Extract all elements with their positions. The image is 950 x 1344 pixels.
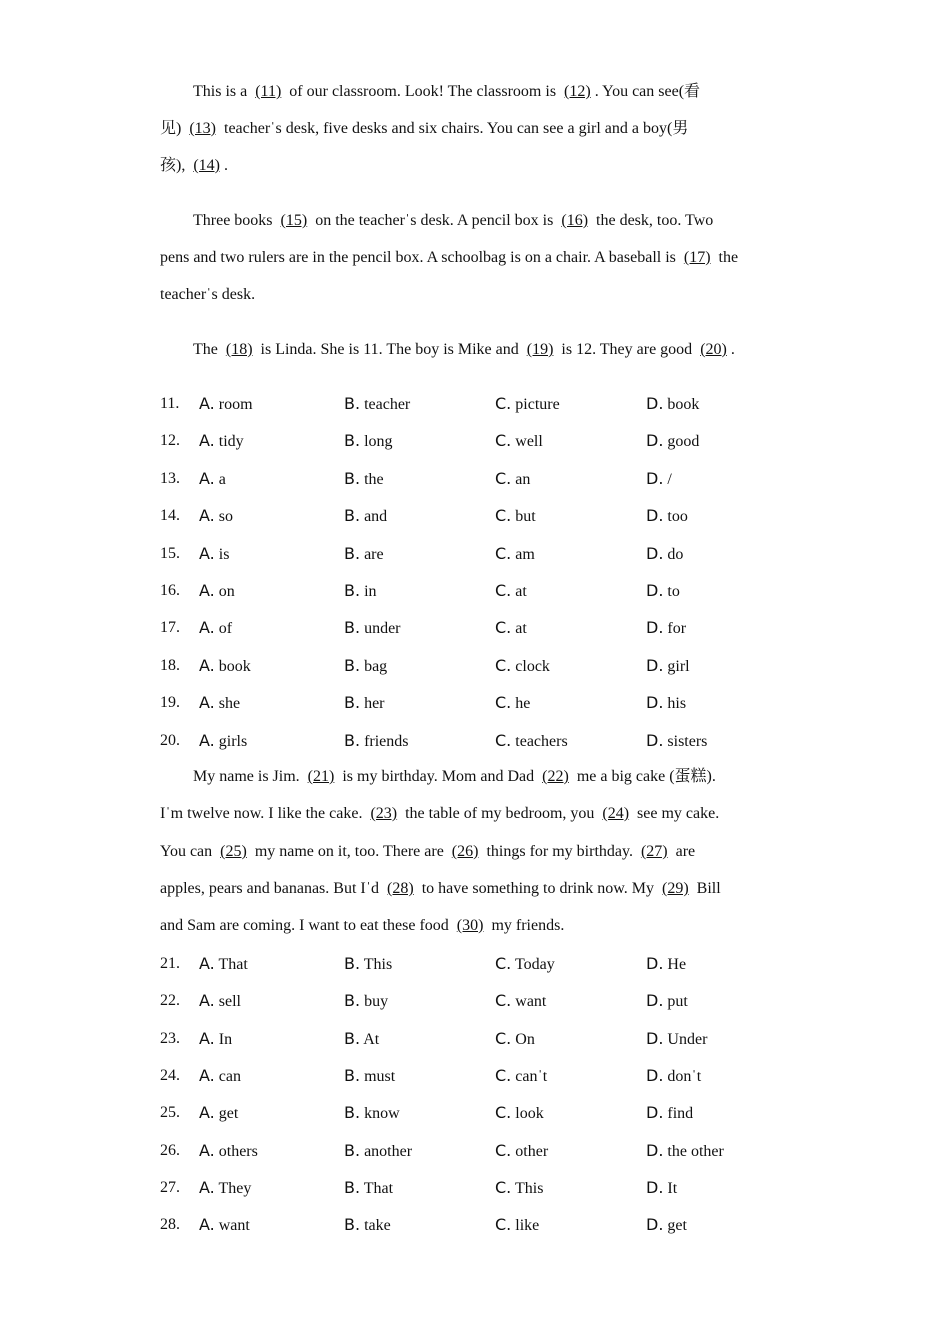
option-letter: A. (199, 506, 215, 526)
option-text: is (218, 545, 230, 563)
option-letter: B. (344, 618, 361, 638)
option-text: but (515, 508, 536, 526)
option-text: so (218, 508, 233, 526)
option-d[interactable] (646, 954, 686, 975)
option-b[interactable] (344, 1141, 412, 1162)
option-text: / (667, 470, 672, 488)
option-text: good (667, 433, 700, 451)
option-letter: A. (199, 730, 215, 750)
option-letter: C. (495, 1215, 512, 1235)
text: You can (160, 843, 217, 860)
option-text: want (515, 993, 547, 1011)
passage1-line (160, 285, 255, 305)
text: my friends. (487, 917, 565, 934)
option-b[interactable] (344, 1103, 400, 1124)
option-letter: B. (344, 1177, 361, 1197)
option-letter: A. (199, 991, 215, 1011)
option-text: get (218, 1105, 239, 1123)
text: to have something to drink now. My (417, 880, 658, 897)
option-b[interactable] (344, 954, 392, 975)
option-a[interactable] (199, 656, 251, 677)
passage2-line (160, 879, 721, 899)
option-letter: C. (495, 1103, 512, 1123)
option-letter: A. (199, 468, 215, 488)
blank-12[interactable]: (12) (564, 83, 591, 100)
option-a[interactable] (199, 991, 241, 1012)
option-text: want (218, 1217, 250, 1235)
blank-20[interactable]: (20) (700, 341, 727, 358)
option-text: Under (667, 1030, 708, 1048)
option-d[interactable] (646, 991, 688, 1012)
option-d[interactable] (646, 431, 699, 452)
question-number: 23. (160, 1029, 180, 1047)
option-letter: C. (495, 991, 512, 1011)
option-text: donˈt (667, 1067, 702, 1085)
option-text: know (364, 1105, 400, 1123)
option-text: are (364, 545, 384, 563)
option-d[interactable] (646, 544, 683, 565)
text: my name on it, too. There are (250, 843, 448, 860)
option-text: her (364, 695, 385, 713)
option-letter: D. (646, 618, 664, 638)
option-letter: C. (495, 954, 512, 973)
blank-25[interactable]: (25) (220, 843, 247, 860)
question-number: 11. (160, 395, 180, 412)
option-letter: D. (646, 543, 664, 563)
option-text: That (218, 956, 248, 973)
option-d[interactable] (646, 1066, 701, 1087)
option-text: girls (218, 732, 248, 750)
option-c[interactable] (495, 544, 535, 565)
option-letter: D. (646, 1103, 664, 1123)
option-b[interactable] (344, 1066, 395, 1087)
option-a[interactable] (199, 544, 229, 565)
option-letter: C. (495, 1140, 512, 1160)
passage1-line (160, 119, 688, 139)
option-d[interactable] (646, 1215, 687, 1236)
option-letter: D. (646, 991, 664, 1011)
option-text: They (218, 1179, 252, 1197)
option-letter: A. (199, 618, 215, 638)
option-text: long (364, 433, 393, 451)
passage1-line (160, 248, 738, 268)
option-c[interactable] (495, 581, 527, 602)
option-text: It (667, 1179, 678, 1197)
option-text: In (218, 1030, 233, 1048)
option-letter: D. (646, 693, 664, 713)
option-b[interactable] (344, 693, 385, 714)
option-text: must (364, 1067, 396, 1085)
option-a[interactable] (199, 1178, 251, 1199)
option-text: the (364, 470, 384, 488)
option-c[interactable] (495, 1178, 543, 1199)
blank-22[interactable]: (22) (542, 768, 569, 785)
option-d[interactable] (646, 469, 672, 490)
blank-23[interactable]: (23) (370, 805, 398, 822)
option-text: another (364, 1142, 413, 1160)
option-a[interactable] (199, 1029, 232, 1050)
option-letter: C. (495, 1065, 512, 1085)
option-text: On (515, 1030, 535, 1048)
blank-19[interactable]: (19) (526, 341, 554, 358)
option-text: He (667, 956, 687, 973)
option-a[interactable] (199, 1215, 250, 1236)
option-text: At (363, 1030, 380, 1048)
option-letter: A. (199, 1103, 215, 1123)
option-letter: A. (199, 1065, 215, 1085)
option-c[interactable] (495, 1215, 539, 1236)
blank-29[interactable]: (29) (661, 880, 689, 897)
question-number: 28. (160, 1216, 180, 1234)
option-c[interactable] (495, 431, 543, 452)
question-number: 13. (160, 469, 180, 487)
option-letter: D. (646, 1215, 664, 1235)
passage2-line (193, 767, 716, 787)
option-letter: A. (199, 1215, 215, 1235)
blank-18[interactable]: (18) (225, 341, 253, 358)
option-letter: A. (199, 1177, 215, 1197)
option-letter: A. (199, 693, 215, 713)
option-text: Today (514, 956, 555, 973)
option-letter: B. (344, 1065, 361, 1085)
question-number: 25. (160, 1104, 180, 1122)
option-text: and (364, 508, 388, 526)
question-number: 24. (160, 1066, 180, 1084)
text: on the teacherˈs desk. A pencil box is (311, 212, 558, 229)
option-b[interactable] (344, 544, 384, 565)
option-c[interactable] (495, 731, 568, 752)
option-text: friends (364, 732, 409, 750)
option-a[interactable] (199, 1066, 241, 1087)
option-text: find (667, 1105, 694, 1123)
option-letter: D. (646, 468, 664, 488)
question-number: 15. (160, 544, 180, 562)
text: the (714, 249, 739, 266)
option-text: of (218, 620, 233, 638)
option-c[interactable] (495, 1141, 548, 1162)
option-b[interactable] (344, 731, 409, 752)
option-a[interactable] (199, 693, 240, 714)
passage1-line (193, 340, 735, 360)
option-text: under (364, 620, 401, 638)
option-letter: D. (646, 506, 664, 526)
passage2-line (160, 804, 719, 824)
option-c[interactable] (495, 506, 536, 527)
option-text: sell (218, 993, 241, 1011)
option-text: an (515, 470, 531, 488)
question-number: 18. (160, 656, 180, 674)
text: teacherˈs desk. (160, 286, 256, 303)
option-text: a (218, 470, 226, 488)
option-letter: C. (495, 693, 512, 713)
option-d[interactable] (646, 731, 707, 752)
option-letter: C. (495, 394, 512, 413)
option-text: tidy (218, 433, 244, 451)
option-text: This (514, 1179, 544, 1197)
option-letter: A. (199, 954, 215, 973)
question-number: 14. (160, 507, 180, 525)
option-letter: C. (495, 1177, 512, 1197)
text: me a big cake (蛋糕). (572, 768, 716, 785)
question-number: 26. (160, 1141, 180, 1159)
option-a[interactable] (199, 1103, 238, 1124)
option-text: teachers (515, 732, 568, 750)
option-letter: B. (344, 468, 361, 488)
option-letter: C. (495, 506, 512, 526)
text: . You can see(看 (594, 83, 701, 100)
option-d[interactable] (646, 1178, 677, 1199)
question-number: 17. (160, 619, 180, 637)
option-c[interactable] (495, 618, 527, 639)
option-text: in (364, 583, 377, 600)
text: the desk, too. Two (592, 212, 714, 229)
text: see my cake. (633, 805, 720, 822)
option-c[interactable] (495, 656, 550, 677)
option-c[interactable] (495, 991, 546, 1012)
passage1-line (160, 156, 228, 176)
option-c[interactable] (495, 469, 530, 490)
blank-28[interactable]: (28) (387, 880, 414, 897)
option-a[interactable] (199, 506, 233, 527)
text: is my birthday. Mom and Dad (338, 768, 539, 785)
option-text: room (218, 396, 253, 413)
option-text: take (364, 1217, 391, 1235)
question-number: 22. (160, 992, 180, 1010)
option-letter: B. (344, 1140, 361, 1160)
option-letter: C. (495, 468, 512, 488)
option-b[interactable] (344, 1215, 391, 1236)
text: things for my birthday. (482, 843, 637, 860)
option-text: teacher (364, 396, 411, 413)
option-letter: B. (344, 954, 361, 973)
option-text: well (515, 433, 543, 451)
option-a[interactable] (199, 469, 226, 490)
option-letter: C. (495, 730, 512, 750)
option-b[interactable] (344, 469, 384, 490)
text: This is a (193, 83, 252, 100)
blank-17[interactable]: (17) (683, 249, 711, 266)
option-letter: B. (344, 693, 361, 713)
option-d[interactable] (646, 506, 688, 527)
option-letter: B. (344, 1028, 361, 1048)
option-b[interactable] (344, 1029, 379, 1050)
option-letter: B. (344, 506, 361, 526)
option-c[interactable] (495, 1029, 535, 1050)
option-text: bag (364, 657, 388, 675)
option-c[interactable] (495, 1066, 547, 1087)
option-letter: D. (646, 581, 664, 600)
text: My name is Jim. (193, 768, 304, 785)
option-letter: B. (344, 730, 361, 750)
option-letter: B. (344, 1103, 361, 1123)
option-letter: D. (646, 394, 664, 413)
question-number: 20. (160, 731, 180, 749)
text: Bill (692, 880, 721, 897)
option-text: clock (515, 657, 550, 675)
option-letter: C. (495, 581, 512, 600)
blank-15[interactable]: (15) (280, 212, 308, 229)
option-a[interactable] (199, 954, 248, 975)
option-text: for (667, 620, 687, 638)
option-text: on (218, 583, 235, 600)
option-text: he (515, 695, 531, 713)
option-text: the other (667, 1142, 724, 1160)
option-letter: D. (646, 1140, 664, 1160)
option-a[interactable] (199, 731, 247, 752)
option-text: am (515, 545, 535, 563)
option-b[interactable] (344, 991, 388, 1012)
option-letter: C. (495, 655, 512, 675)
option-letter: A. (199, 1028, 215, 1048)
option-letter: A. (199, 543, 215, 563)
option-b[interactable] (344, 1178, 393, 1199)
option-letter: B. (344, 991, 361, 1011)
option-a[interactable] (199, 431, 244, 452)
text: and Sam are coming. I want to eat these food (160, 917, 453, 934)
option-b[interactable] (344, 394, 410, 415)
option-letter: D. (646, 431, 664, 451)
blank-30[interactable]: (30) (456, 917, 484, 934)
text: is 12. They are good (557, 341, 697, 358)
option-letter: D. (646, 1028, 664, 1048)
option-text: can (218, 1067, 241, 1085)
text: the table of my bedroom, you (401, 805, 599, 822)
option-letter: A. (199, 581, 215, 600)
blank-21[interactable]: (21) (307, 768, 335, 785)
option-a[interactable] (199, 618, 232, 639)
option-c[interactable] (495, 1103, 544, 1124)
option-text: she (218, 695, 241, 713)
option-text: This (363, 956, 393, 973)
option-text: put (667, 993, 688, 1011)
option-d[interactable] (646, 394, 699, 415)
option-d[interactable] (646, 581, 680, 602)
text: 见) (160, 120, 186, 137)
text: . (224, 157, 228, 174)
option-d[interactable] (646, 1103, 693, 1124)
option-a[interactable] (199, 394, 253, 415)
option-letter: B. (344, 431, 361, 451)
passage1-line (193, 211, 713, 231)
option-letter: C. (495, 1028, 512, 1048)
text: The (193, 341, 222, 358)
option-text: That (363, 1179, 394, 1197)
option-text: at (515, 620, 527, 638)
question-number: 21. (160, 955, 180, 972)
option-text: to (667, 583, 680, 600)
option-text: like (515, 1217, 540, 1235)
option-letter: D. (646, 1065, 664, 1085)
option-text: his (667, 695, 687, 713)
option-letter: D. (646, 730, 664, 750)
text: of our classroom. Look! The classroom is (285, 83, 561, 100)
option-c[interactable] (495, 954, 555, 975)
option-letter: B. (344, 655, 361, 675)
option-text: other (515, 1142, 549, 1160)
option-text: at (515, 583, 527, 600)
option-d[interactable] (646, 656, 690, 677)
option-letter: A. (199, 431, 215, 451)
question-number: 12. (160, 432, 180, 450)
option-b[interactable] (344, 506, 387, 527)
option-c[interactable] (495, 394, 560, 415)
blank-24[interactable]: (24) (602, 805, 630, 822)
option-text: get (667, 1217, 687, 1235)
option-a[interactable] (199, 1141, 258, 1162)
option-text: sisters (667, 732, 708, 750)
option-text: buy (364, 993, 389, 1011)
option-text: book (667, 396, 700, 413)
text: Iˈm twelve now. I like the cake. (160, 805, 367, 822)
option-text: canˈt (515, 1067, 548, 1085)
option-text: too (667, 508, 688, 526)
text: is Linda. She is 11. The boy is Mike and (256, 341, 523, 358)
blank-14[interactable]: (14) (193, 157, 220, 174)
text: pens and two rulers are in the pencil box. A schoolbag is on a chair. A baseball is (160, 249, 680, 266)
option-c[interactable] (495, 693, 530, 714)
option-d[interactable] (646, 1029, 707, 1050)
text: teacherˈs desk, five desks and six chairs. You can see a girl and a boy(男 (220, 120, 689, 137)
question-number: 16. (160, 582, 180, 599)
question-number: 27. (160, 1178, 180, 1196)
option-b[interactable] (344, 431, 393, 452)
option-text: book (218, 657, 251, 675)
blank-13[interactable]: (13) (189, 120, 216, 137)
option-d[interactable] (646, 693, 686, 714)
blank-27[interactable]: (27) (640, 843, 668, 860)
option-letter: B. (344, 394, 361, 413)
passage1-line (193, 82, 700, 102)
option-a[interactable] (199, 581, 235, 602)
option-letter: A. (199, 394, 215, 413)
text: 孩), (160, 157, 190, 174)
option-letter: A. (199, 655, 215, 675)
option-text: girl (667, 657, 690, 675)
blank-11[interactable]: (11) (255, 83, 282, 100)
text: Three books (193, 212, 277, 229)
passage2-line (160, 916, 564, 936)
option-letter: D. (646, 1177, 664, 1197)
option-letter: C. (495, 618, 512, 638)
option-letter: B. (344, 581, 361, 600)
option-letter: D. (646, 954, 664, 973)
option-d[interactable] (646, 1141, 724, 1162)
option-b[interactable] (344, 618, 401, 639)
option-d[interactable] (646, 618, 686, 639)
option-letter: C. (495, 431, 512, 451)
option-letter: C. (495, 543, 512, 563)
blank-16[interactable]: (16) (561, 212, 589, 229)
option-letter: A. (199, 1140, 215, 1160)
option-text: picture (515, 396, 560, 413)
option-b[interactable] (344, 656, 387, 677)
option-text: do (667, 545, 684, 563)
option-text: others (218, 1142, 258, 1160)
text: apples, pears and bananas. But Iˈd (160, 880, 384, 897)
passage2-line (160, 842, 695, 862)
option-letter: D. (646, 655, 664, 675)
text: are (671, 843, 696, 860)
option-letter: B. (344, 543, 361, 563)
option-b[interactable] (344, 581, 377, 602)
option-letter: B. (344, 1215, 361, 1235)
text: . (730, 341, 735, 358)
blank-26[interactable]: (26) (451, 843, 479, 860)
question-number: 19. (160, 694, 180, 712)
option-text: look (515, 1105, 544, 1123)
